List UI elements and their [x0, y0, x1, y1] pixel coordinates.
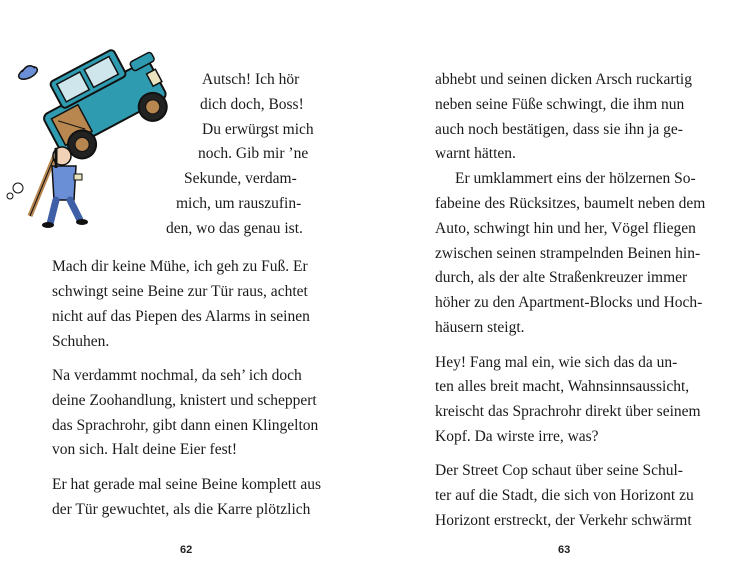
flying-hat-icon: [17, 64, 39, 82]
page-number: 63: [558, 544, 571, 556]
text-line: warnt hätten.: [435, 145, 516, 163]
text-line: schwingt seine Beine zur Tür raus, achtet: [52, 282, 308, 300]
text-line: Mach dir keine Mühe, ich geh zu Fuß. Er: [52, 258, 308, 276]
text-line: neben seine Füße schwingt, die ihm nun: [435, 95, 685, 113]
text-line: Na verdammt nochmal, da seh’ ich doch: [52, 366, 302, 384]
text-line: häusern steigt.: [435, 319, 525, 337]
text-line: kreischt das Sprachrohr direkt über seinem: [435, 403, 701, 421]
text-line: Hey! Fang mal ein, wie sich das da un-: [435, 353, 678, 371]
text-line: Er hat gerade mal seine Beine komplett aus: [52, 475, 322, 493]
text-line: Sekunde, verdam-: [184, 170, 297, 188]
page-number: 62: [180, 544, 193, 556]
text-line: mich, um rauszufin-: [176, 195, 302, 212]
text-line: das Sprachrohr, gibt dann einen Klingelton: [52, 416, 319, 434]
text-line: Schuhen.: [52, 332, 110, 350]
text-line: noch. Gib mir ’ne: [198, 145, 309, 163]
text-line: abhebt und seinen dicken Arsch ruckartig: [435, 70, 692, 88]
text-line: höher zu den Apartment-Blocks und Hoch-: [435, 294, 703, 312]
text-line: auch noch bestätigen, dass sie ihn ja ge-: [435, 120, 683, 138]
text-line: ter auf die Stadt, die sich von Horizont zu: [435, 487, 694, 505]
right-page: [375, 0, 750, 578]
text-line: zwischen seinen strampelnden Beinen hin-: [435, 244, 701, 262]
text-line: Du erwürgst mich: [202, 120, 314, 138]
text-line: ten alles breit macht, Wahnsinnsaussicht,: [435, 378, 690, 396]
text-line: Horizont erstreckt, der Verkehr schwärmt: [435, 512, 692, 530]
text-line: von sich. Halt deine Eier fest!: [52, 441, 238, 459]
text-line: durch, als der alte Straßenkreuzer immer: [435, 269, 688, 287]
text-line: deine Zoohandlung, knistert und scheppert: [52, 391, 317, 409]
text-line: Der Street Cop schaut über seine Schul-: [435, 462, 683, 480]
text-line: Auto, schwingt hin und her, Vögel fliegen: [435, 219, 696, 237]
text-line: Kopf. Da wirste irre, was?: [435, 428, 599, 446]
text-line: den, wo das genau ist.: [166, 219, 303, 237]
text-line: Autsch! Ich hör: [202, 70, 300, 88]
text-line: nicht auf das Piepen des Alarms in seinen: [52, 307, 310, 325]
text-line: fabeine des Rücksitzes, baumelt neben dem: [435, 195, 706, 212]
text-line: der Tür gewuchtet, als die Karre plötzlich: [52, 500, 311, 518]
text-line: dich doch, Boss!: [200, 95, 304, 113]
text-line: Er umklammert eins der hölzernen So-: [455, 170, 696, 188]
